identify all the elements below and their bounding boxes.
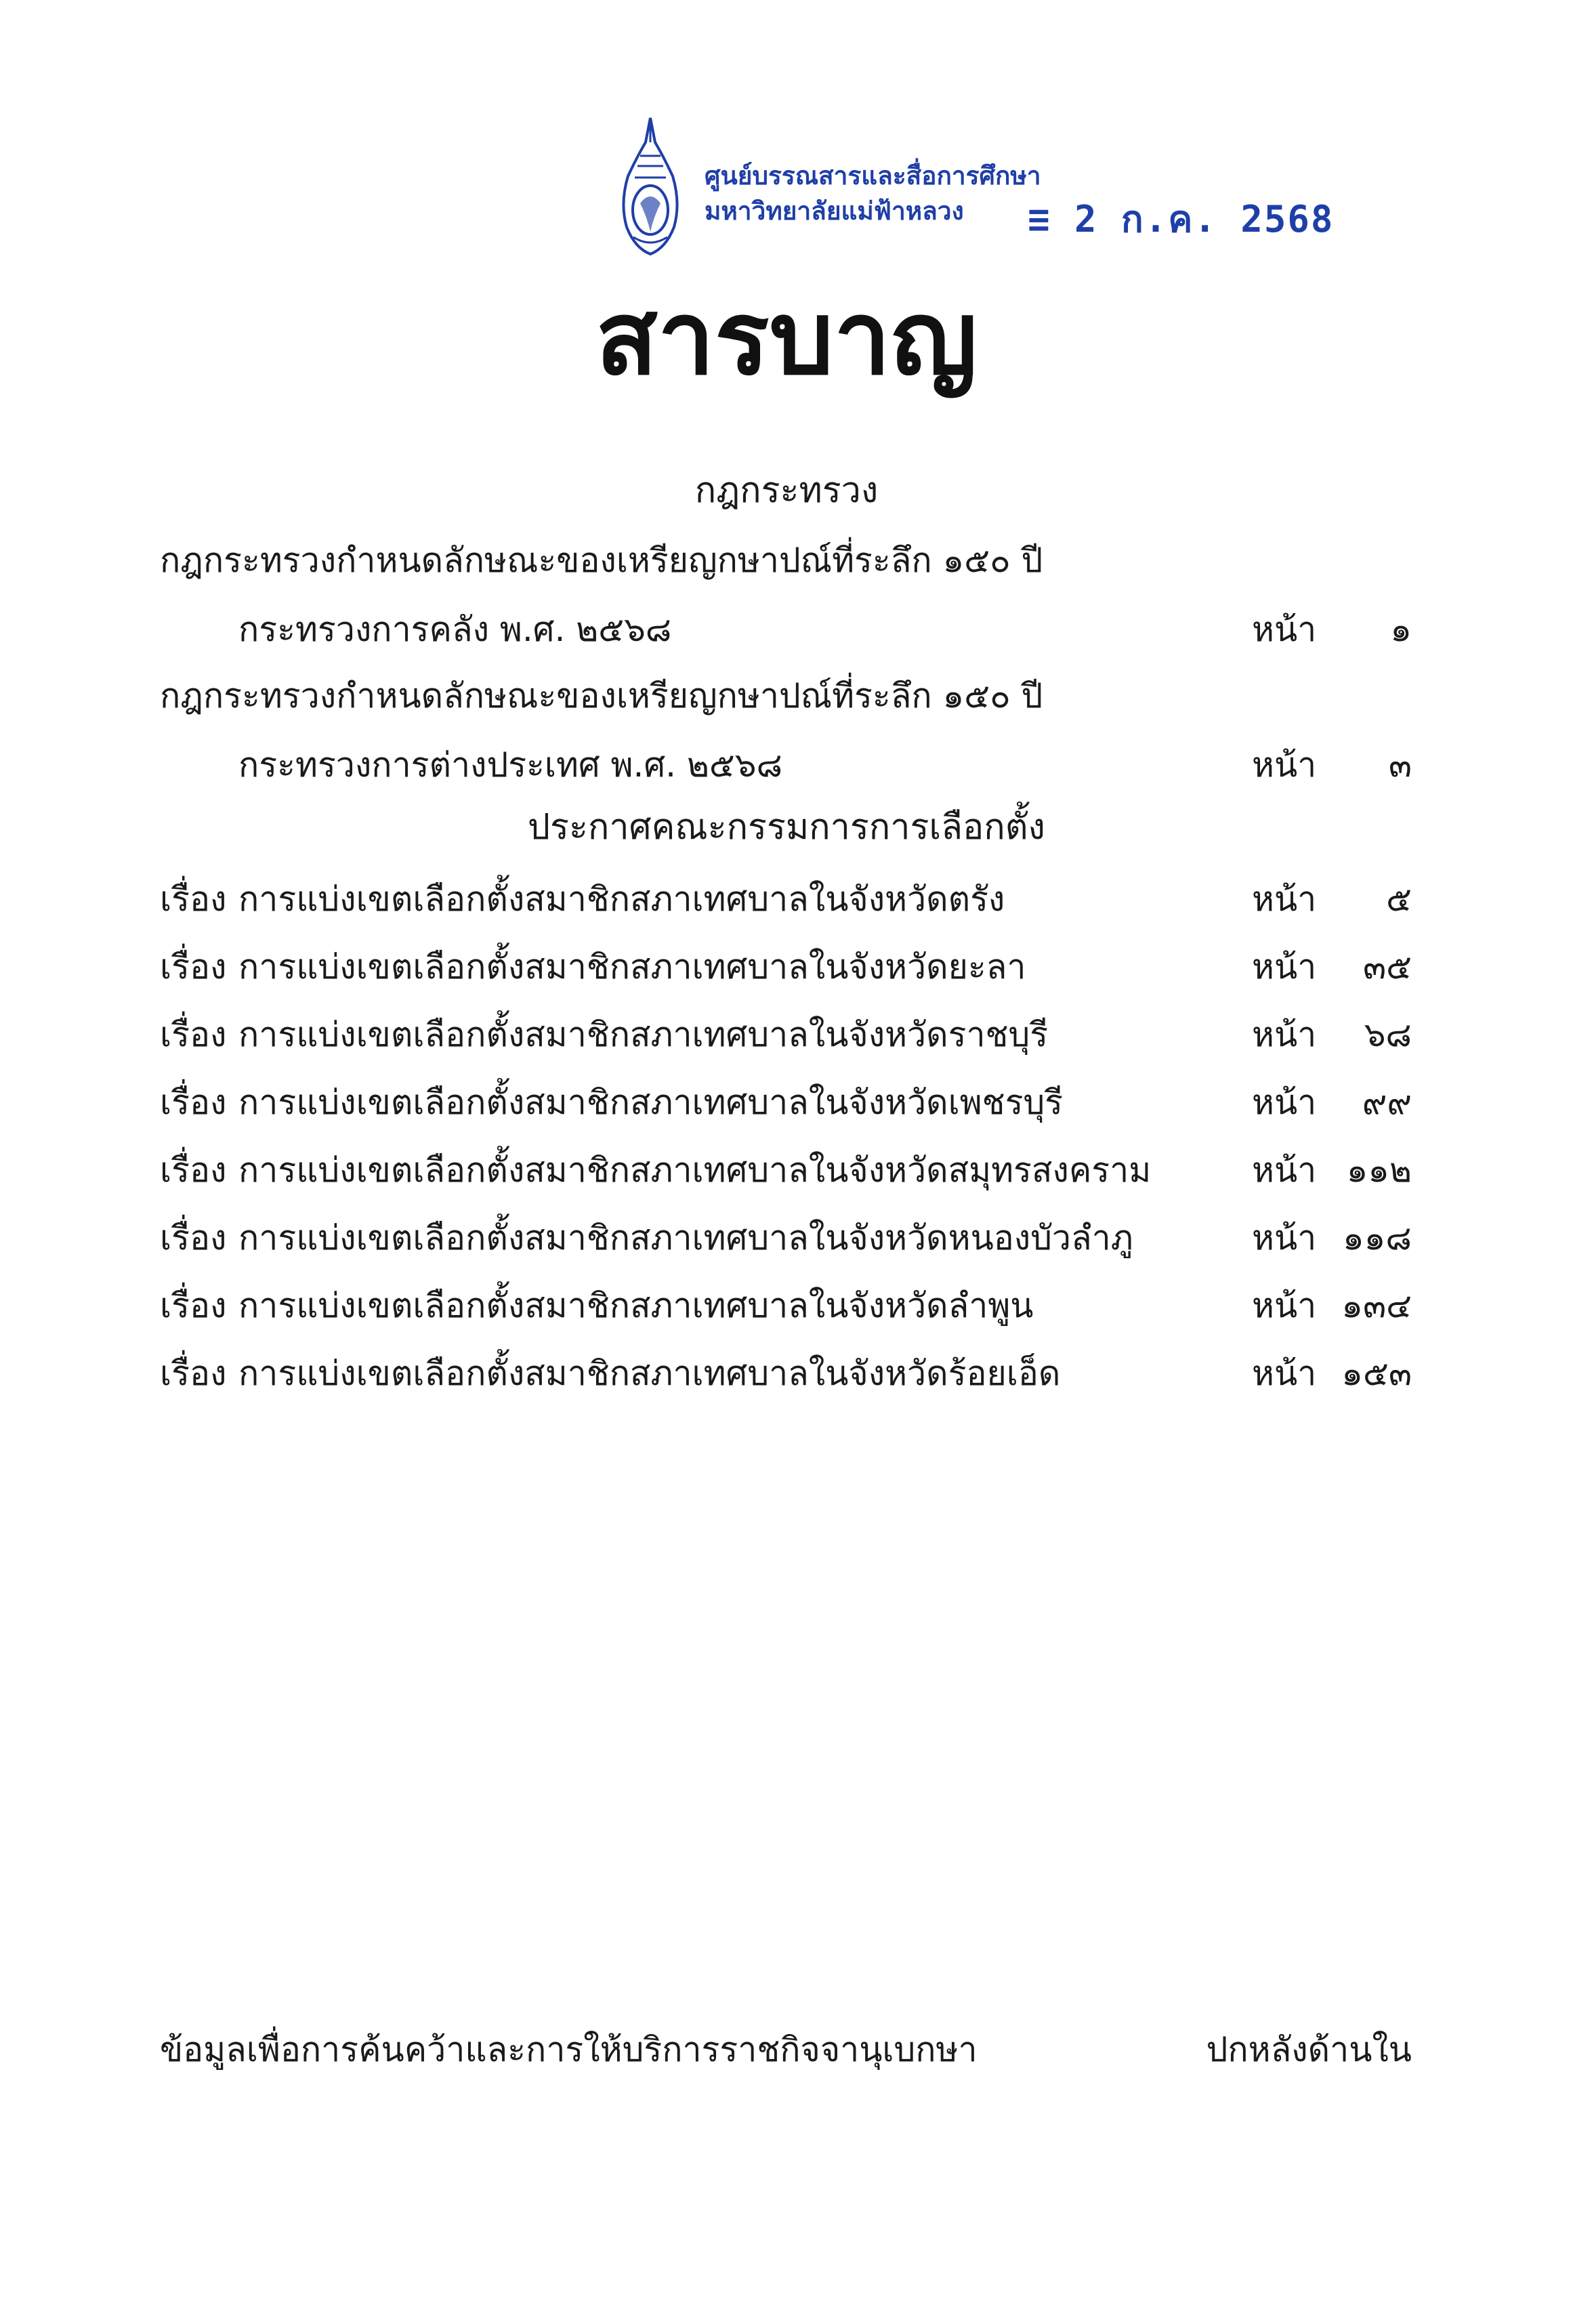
entry-prefix: เรื่อง [160, 1150, 227, 1190]
page-label: หน้า [1252, 745, 1317, 785]
page-number: ๓๕ [1362, 947, 1412, 987]
entry-prefix: เรื่อง [160, 879, 227, 919]
stamp-date [1028, 190, 1334, 248]
entry-prefix: เรื่อง [160, 947, 227, 987]
entry-prefix: เรื่อง [160, 1083, 227, 1122]
entry-title: การแบ่งเขตเลือกตั้งสมาชิกสภาเทศบาลในจังหวัดร้อยเอ็ด [238, 1354, 1061, 1393]
entry-line1: กฎกระทรวงกำหนดลักษณะของเหรียญกษาปณ์ที่ระลึก ๑๕๐ ปี [160, 541, 1043, 580]
stamp-org-name: ศูนย์บรรณสารและสื่อการศึกษา [705, 161, 1041, 190]
page-label: หน้า [1252, 1218, 1317, 1258]
footer-page-position: ปกหลังด้านใน [1206, 2030, 1412, 2069]
page-title: สารบาญ [595, 280, 978, 398]
page-number: ๖๘ [1364, 1015, 1412, 1054]
section-heading: กฎกระทรวง [694, 470, 879, 511]
page-number: ๑ [1390, 610, 1412, 649]
page-label: หน้า [1252, 1083, 1317, 1122]
entry-title: การแบ่งเขตเลือกตั้งสมาชิกสภาเทศบาลในจังหวัดสมุทรสงคราม [238, 1150, 1152, 1190]
entry-title: การแบ่งเขตเลือกตั้งสมาชิกสภาเทศบาลในจังหวัดลำพูน [238, 1286, 1034, 1325]
page-label: หน้า [1252, 1286, 1317, 1325]
stamp-university-name: มหาวิทยาลัยแม่ฟ้าหลวง [705, 196, 964, 226]
footer-note: ข้อมูลเพื่อการค้นคว้าและการให้บริการราชกิจจานุเบกษา [160, 2030, 978, 2069]
page-number: ๙๙ [1362, 1083, 1412, 1122]
entry-line2: กระทรวงการต่างประเทศ พ.ศ. ๒๕๖๘ [238, 745, 783, 785]
page-number: ๓ [1388, 745, 1412, 785]
page-number: ๕ [1386, 879, 1412, 919]
entry-title: การแบ่งเขตเลือกตั้งสมาชิกสภาเทศบาลในจังหวัดราชบุรี [238, 1015, 1049, 1054]
entry-line2: กระทรวงการคลัง พ.ศ. ๒๕๖๘ [238, 610, 672, 649]
entry-title: การแบ่งเขตเลือกตั้งสมาชิกสภาเทศบาลในจังหวัดยะลา [238, 947, 1026, 987]
entry-line1: กฎกระทรวงกำหนดลักษณะของเหรียญกษาปณ์ที่ระลึก ๑๕๐ ปี [160, 676, 1043, 715]
page-number: ๑๑๒ [1346, 1150, 1412, 1190]
page-number: ๑๕๓ [1341, 1354, 1412, 1393]
entry-prefix: เรื่อง [160, 1354, 227, 1393]
page-number: ๑๓๔ [1341, 1286, 1412, 1325]
university-emblem-icon [613, 115, 688, 257]
entry-prefix: เรื่อง [160, 1218, 227, 1258]
entry-prefix: เรื่อง [160, 1286, 227, 1325]
entry-title: การแบ่งเขตเลือกตั้งสมาชิกสภาเทศบาลในจังหวัดตรัง [238, 879, 1005, 919]
library-stamp [613, 115, 1335, 278]
entry-title: การแบ่งเขตเลือกตั้งสมาชิกสภาเทศบาลในจังหวัดเพชรบุรี [238, 1083, 1064, 1122]
page-label: หน้า [1252, 1354, 1317, 1393]
page-label: หน้า [1252, 947, 1317, 987]
stamp-date-value: 2 ก.ค. 2568 [1074, 198, 1335, 241]
page-number: ๑๑๘ [1342, 1218, 1412, 1258]
page-label: หน้า [1252, 1015, 1317, 1054]
page-label: หน้า [1252, 1150, 1317, 1190]
entry-title: การแบ่งเขตเลือกตั้งสมาชิกสภาเทศบาลในจังหวัดหนองบัวลำภู [238, 1218, 1133, 1258]
entry-prefix: เรื่อง [160, 1015, 227, 1054]
section-heading: ประกาศคณะกรรมการการเลือกตั้ง [528, 807, 1045, 848]
page-label: หน้า [1252, 879, 1317, 919]
stamp-date-mark-icon: ≡ [1028, 198, 1075, 241]
page-label: หน้า [1252, 610, 1317, 649]
